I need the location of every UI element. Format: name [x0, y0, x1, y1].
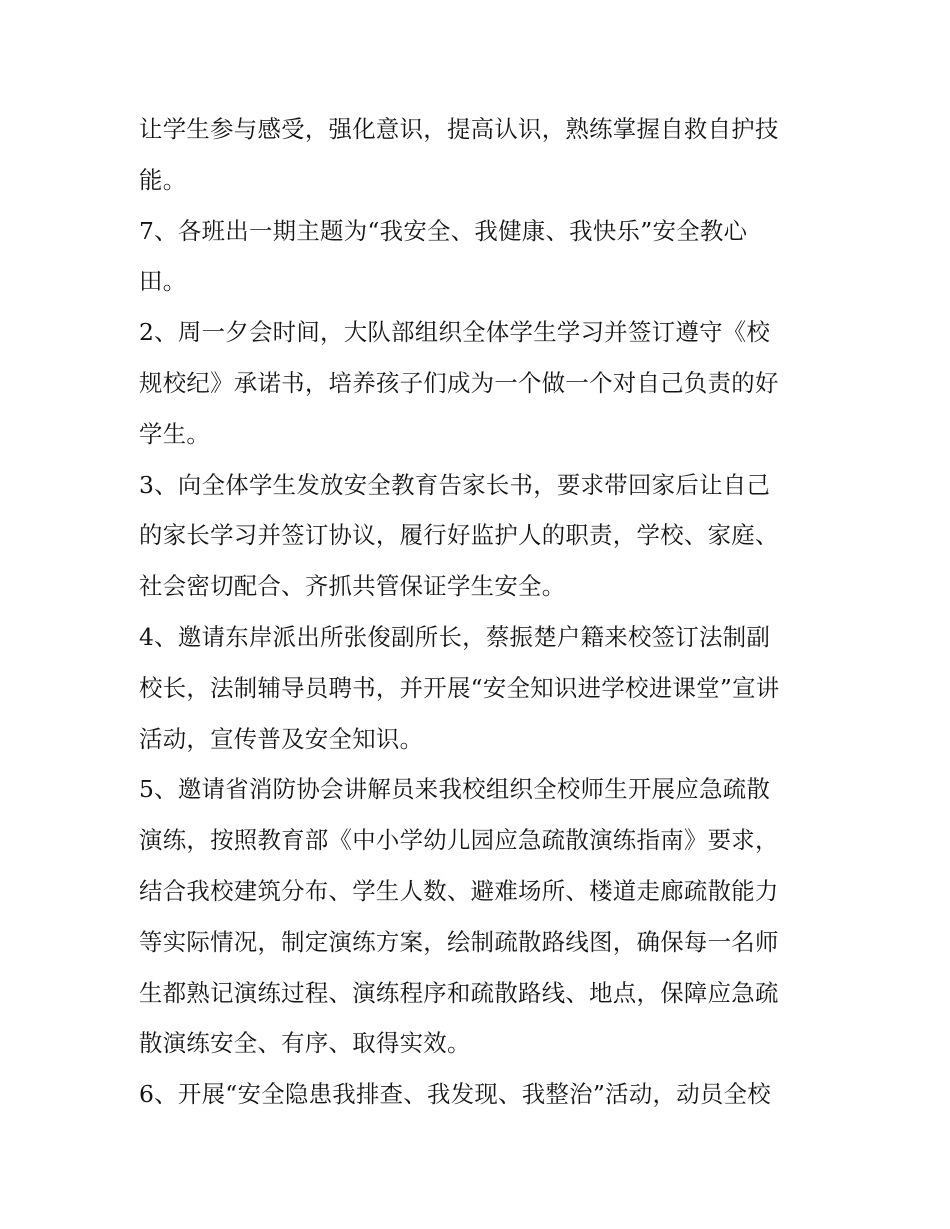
text-line-18: 生都熟记演练过程、演练程序和疏散路线、地点，保障应急疏 — [139, 978, 779, 1007]
text-line-7: 学生。 — [139, 419, 211, 448]
text-line-1: 让学生参与感受，强化意识，提高认识，熟练掌握自救自护技 — [139, 115, 779, 143]
text-line-17: 等实际情况，制定演练方案，绘制疏散路线图，确保每一名师 — [139, 927, 779, 956]
text-line-4: 田。 — [139, 267, 187, 296]
text-line-20: 6、开展“安全隐患我排查、我发现、我整治”活动，动员全校 — [139, 1080, 771, 1109]
text-line-15: 演练，按照教育部《中小学幼儿园应急疏散演练指南》要求， — [139, 826, 779, 855]
text-line-2: 能。 — [139, 165, 187, 194]
text-line-19: 散演练安全、有序、取得实效。 — [139, 1029, 471, 1058]
text-line-11: 4、邀请东岸派出所张俊副所长，蔡振楚户籍来校签订法制副 — [139, 622, 771, 651]
text-line-14: 5、邀请省消防协会讲解员来我校组织全校师生开展应急疏散 — [139, 775, 771, 804]
body-text — [139, 104, 814, 1120]
text-line-12: 校长，法制辅导员聘书，并开展“安全知识进学校进课堂”宣讲 — [139, 673, 780, 702]
text-line-13: 活动，宣传普及安全知识。 — [139, 724, 424, 753]
text-line-10: 社会密切配合、齐抓共管保证学生安全。 — [139, 572, 566, 601]
text-line-3: 7、各班出一期主题为“我安全、我健康、我快乐”安全教心 — [139, 216, 748, 245]
text-line-9: 的家长学习并签订协议，履行好监护人的职责，学校、家庭、 — [139, 521, 779, 550]
text-line-8: 3、向全体学生发放安全教育告家长书，要求带回家后让自己 — [139, 470, 771, 499]
text-line-5: 2、周一夕会时间，大队部组织全体学生学习并签订遵守《校 — [139, 318, 771, 347]
text-line-6: 规校纪》承诺书，培养孩子们成为一个做一个对自己负责的好 — [139, 368, 779, 397]
text-line-16: 结合我校建筑分布、学生人数、避难场所、楼道走廊疏散能力 — [139, 876, 779, 905]
